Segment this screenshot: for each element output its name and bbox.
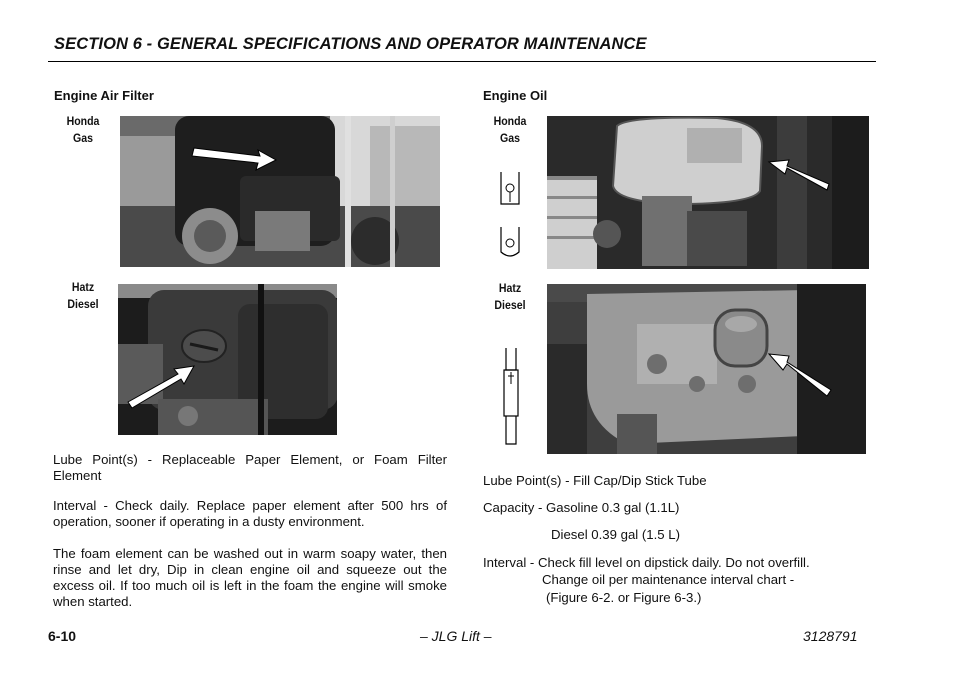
capacity-diesel: Diesel 0.39 gal (1.5 L) <box>551 527 681 542</box>
engine-air-filter-title: Engine Air Filter <box>54 88 154 103</box>
hatz-air-filter-photo <box>118 284 337 435</box>
header-rule <box>48 61 876 62</box>
dipstick-icon <box>499 172 523 267</box>
capacity-gasoline: Capacity - Gasoline 0.3 gal (1.1L) <box>483 500 680 515</box>
foam-element-instructions: The foam element can be washed out in warm soapy water, then rinse and let dry, Dip in clean engine oil and squeeze out the excess oil. If too much oil is left in the foam the engine will smoke when started. <box>53 546 447 609</box>
right-lube-points: Lube Point(s) - Fill Cap/Dip Stick Tube <box>483 473 707 488</box>
footer-center: – JLG Lift – <box>420 628 492 644</box>
honda-air-filter-photo <box>120 116 440 267</box>
honda-gas-label-right: Honda Gas <box>493 114 527 145</box>
left-lube-points: Lube Point(s) - Replaceable Paper Element, or Foam Filter Element <box>53 452 447 483</box>
honda-oil-photo <box>547 116 869 269</box>
document-number: 3128791 <box>803 628 858 644</box>
hatz-diesel-label-left: Hatz Diesel <box>67 280 99 311</box>
hatz-oil-photo <box>547 284 866 454</box>
right-interval-line1: Interval - Check fill level on dipstick daily. Do not overfill. <box>483 555 810 570</box>
page-number: 6-10 <box>48 628 77 644</box>
section-header: SECTION 6 - GENERAL SPECIFICATIONS AND OPERATOR MAINTENANCE <box>54 35 647 53</box>
honda-gas-label-left: Honda Gas <box>66 114 100 145</box>
engine-oil-title: Engine Oil <box>483 88 548 103</box>
dipstick-tube-icon <box>503 348 519 453</box>
hatz-diesel-label-right: Hatz Diesel <box>494 281 526 312</box>
right-interval-line3: (Figure 6-2. or Figure 6-3.) <box>546 590 702 605</box>
left-interval: Interval - Check daily. Replace paper element after 500 hrs of operation, sooner if operating in a dusty environment. <box>53 498 447 529</box>
right-interval-line2: Change oil per maintenance interval chart - <box>542 572 795 587</box>
